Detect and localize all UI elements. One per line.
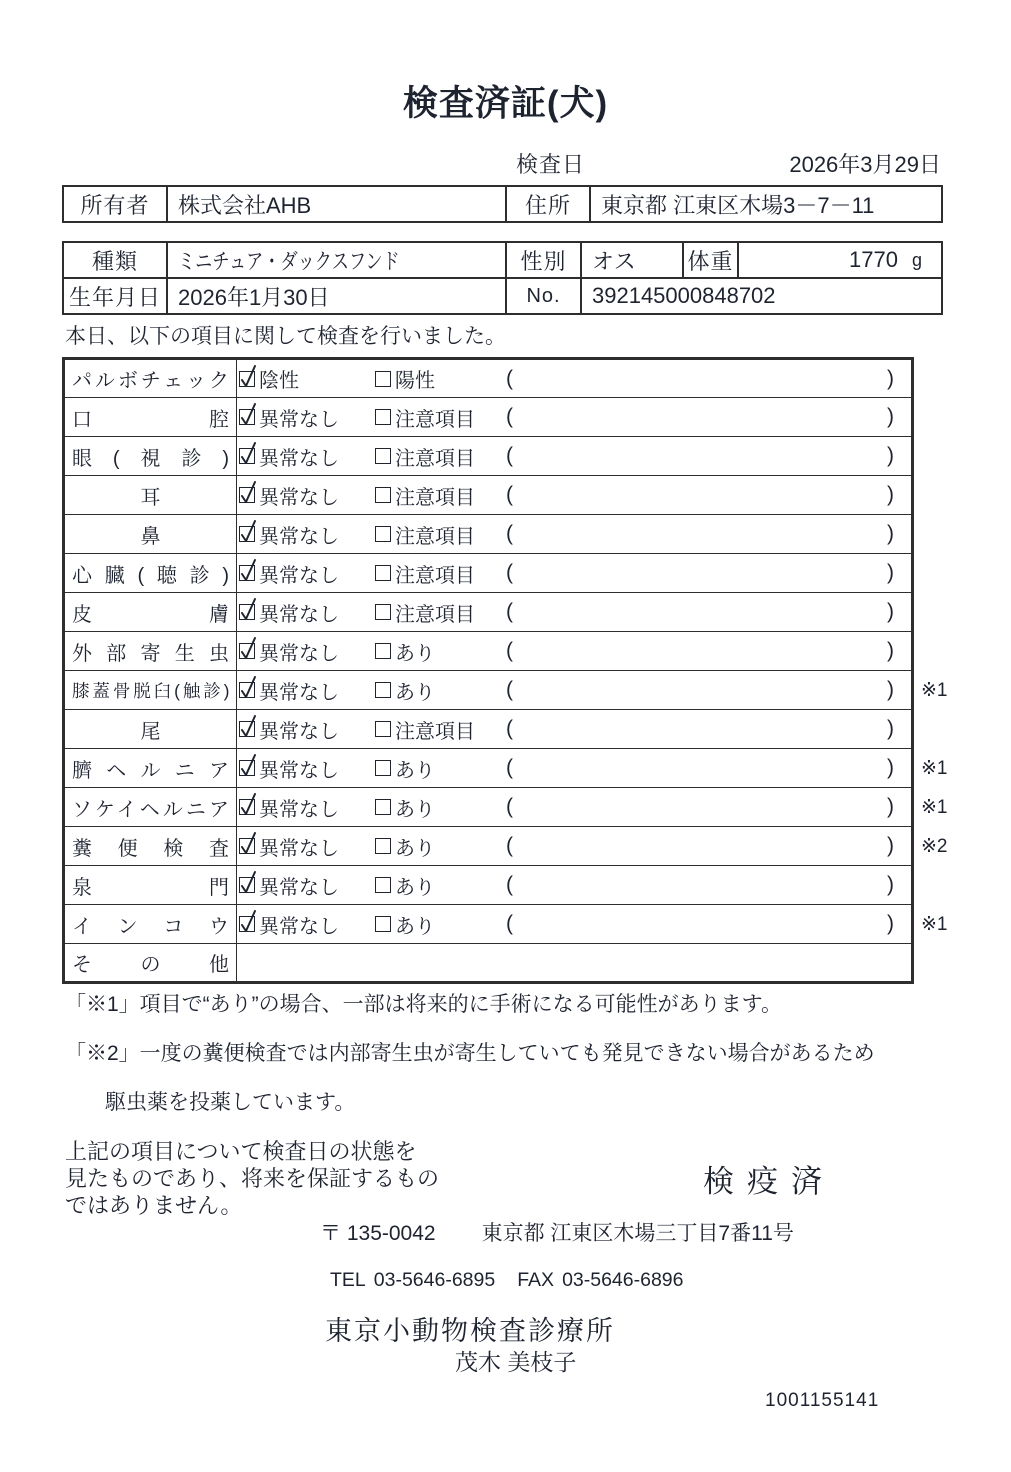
checklist-item-body — [237, 437, 913, 476]
option2-label: あり — [395, 759, 435, 782]
owner-label: 所有者 — [63, 186, 167, 222]
breed-row — [63, 242, 942, 278]
checklist-item-body — [237, 632, 913, 671]
option-1 — [239, 832, 375, 861]
option1-label: 異常なし — [259, 837, 339, 860]
sex-label: 性別 — [506, 242, 581, 278]
check-mark-icon — [237, 440, 261, 468]
row-remark — [913, 398, 1011, 437]
owner-row — [63, 186, 942, 222]
checklist-item-body — [237, 866, 913, 905]
option2-label: あり — [395, 681, 435, 704]
option1-checkbox[interactable] — [239, 838, 255, 854]
row-remark — [913, 710, 1011, 749]
checklist-item-label: 心臓(聴診) — [64, 554, 237, 593]
findings-paren-close: ) — [887, 834, 894, 857]
row-remark — [913, 944, 1011, 983]
clinic-tel-fax-line — [330, 1269, 1011, 1291]
option-2 — [375, 910, 506, 939]
disclaimer-text — [65, 1138, 439, 1219]
option-2 — [375, 364, 506, 393]
findings-paren-close: ) — [887, 912, 894, 935]
option-1 — [239, 676, 375, 705]
checklist-item-body — [237, 554, 913, 593]
checklist-row — [64, 827, 1011, 866]
number-value: 392145000848702 — [581, 278, 942, 314]
checklist-row — [64, 359, 1011, 398]
option1-checkbox[interactable] — [239, 487, 255, 503]
findings-paren-open: ( — [506, 522, 513, 545]
option-2 — [375, 793, 506, 822]
birth-row — [63, 278, 942, 314]
findings-paren-open: ( — [506, 639, 513, 662]
checklist-item-body — [237, 476, 913, 515]
checklist-row — [64, 671, 1011, 710]
findings-paren-open: ( — [506, 717, 513, 740]
option-1 — [239, 559, 375, 588]
sex-value: オス — [581, 242, 683, 278]
option-2 — [375, 403, 506, 432]
checklist-item-body — [237, 671, 913, 710]
checklist-row — [64, 476, 1011, 515]
option-2 — [375, 559, 506, 588]
breed-value-text: ミニチュア・ダックスフンド — [178, 248, 400, 274]
inspection-date-label: 検査日 — [516, 152, 586, 177]
check-mark-icon — [237, 791, 261, 819]
option-1 — [239, 481, 375, 510]
check-mark-icon — [237, 752, 261, 780]
check-mark-icon — [237, 518, 261, 546]
option2-checkbox[interactable] — [375, 682, 391, 698]
option-2 — [375, 754, 506, 783]
check-mark-icon — [237, 713, 261, 741]
option2-label: 注意項目 — [395, 447, 475, 470]
check-mark-icon — [237, 596, 261, 624]
check-mark-icon — [237, 363, 261, 391]
option2-label: 注意項目 — [395, 603, 475, 626]
checklist-item-body — [237, 593, 913, 632]
findings-paren-close: ) — [887, 561, 894, 584]
option1-label: 異常なし — [259, 759, 339, 782]
option2-label: 注意項目 — [395, 720, 475, 743]
option1-checkbox[interactable] — [239, 643, 255, 659]
option1-checkbox[interactable] — [239, 448, 255, 464]
owner-value: 株式会社AHB — [167, 186, 506, 222]
clinic-name: 東京小動物検査診療所 — [325, 1316, 615, 1346]
findings-paren-open: ( — [506, 795, 513, 818]
row-remark — [913, 515, 1011, 554]
findings-paren-close: ) — [887, 678, 894, 701]
quarantine-stamp: 検疫済 — [703, 1164, 835, 1199]
checklist-row — [64, 398, 1011, 437]
option-2 — [375, 715, 506, 744]
findings-paren-close: ) — [887, 366, 894, 390]
row-remark: ※2 — [921, 835, 948, 857]
option-2 — [375, 676, 506, 705]
checklist-item-body — [237, 788, 913, 827]
checklist-row — [64, 437, 1011, 476]
clinic-person-name: 茂木 美枝子 — [455, 1349, 577, 1375]
option2-label: あり — [395, 915, 435, 938]
row-remark: ※1 — [921, 913, 948, 935]
birthdate-value: 2026年1月30日 — [167, 278, 506, 314]
option-2 — [375, 481, 506, 510]
document-serial-number: 1001155141 — [765, 1390, 880, 1411]
check-mark-icon — [237, 674, 261, 702]
row-remark — [913, 593, 1011, 632]
option1-checkbox[interactable] — [239, 565, 255, 581]
findings-paren-close: ) — [887, 522, 894, 545]
check-mark-icon — [237, 635, 261, 663]
row-remark — [913, 866, 1011, 905]
option2-label: 注意項目 — [395, 408, 475, 431]
fax-label: FAX — [517, 1269, 555, 1291]
weight-label: 体重 — [683, 242, 738, 278]
option1-checkbox[interactable] — [239, 916, 255, 932]
option2-checkbox[interactable] — [375, 409, 391, 425]
checklist-row — [64, 866, 1011, 905]
checklist-item-label: その他 — [64, 944, 237, 983]
checklist-row — [64, 632, 1011, 671]
option-2 — [375, 598, 506, 627]
checklist-row — [64, 710, 1011, 749]
option1-checkbox[interactable] — [239, 721, 255, 737]
clinic-postal-code: 〒 135-0042 — [320, 1222, 436, 1245]
option-1 — [239, 520, 375, 549]
option-2 — [375, 832, 506, 861]
check-mark-icon — [237, 401, 261, 429]
checklist-item-label: インコウ — [64, 905, 237, 944]
birthdate-label: 生年月日 — [63, 278, 167, 314]
option1-label: 異常なし — [259, 681, 339, 704]
checklist-item-body — [237, 827, 913, 866]
findings-paren-close: ) — [887, 405, 894, 428]
weight-value: 1770 — [849, 247, 898, 272]
option-1 — [239, 442, 375, 471]
option1-checkbox[interactable] — [239, 526, 255, 542]
row-remark — [913, 437, 1011, 476]
option-1 — [239, 364, 375, 393]
option1-label: 陰性 — [259, 370, 299, 392]
row-remark: ※1 — [921, 679, 948, 701]
option2-checkbox[interactable] — [375, 565, 391, 581]
disclaimer-line-3: ではありません。 — [65, 1193, 243, 1218]
checklist-item-body — [237, 398, 913, 437]
disclaimer-line-2: 見たものであり、将来を保証するもの — [65, 1166, 440, 1191]
option1-label: 異常なし — [259, 915, 339, 938]
option1-checkbox[interactable] — [239, 682, 255, 698]
findings-paren-close: ) — [887, 444, 894, 467]
tel-label: TEL — [330, 1269, 366, 1291]
findings-paren-open: ( — [506, 912, 513, 935]
row-remark — [913, 554, 1011, 593]
option1-checkbox[interactable] — [239, 371, 255, 387]
findings-paren-open: ( — [506, 834, 513, 857]
check-mark-icon — [237, 908, 261, 936]
checklist-row — [64, 554, 1011, 593]
option2-checkbox[interactable] — [375, 643, 391, 659]
option1-label: 異常なし — [259, 486, 339, 509]
address-value: 東京都 江東区木場3－7－11 — [590, 186, 942, 222]
option2-checkbox[interactable] — [375, 526, 391, 542]
checklist-item-body — [237, 515, 913, 554]
page-title: 検査済証(犬) — [402, 84, 609, 123]
checklist-item-label: 外部寄生虫 — [64, 632, 237, 671]
inspection-date-row — [62, 153, 941, 177]
option1-label: 異常なし — [259, 564, 339, 587]
option1-label: 異常なし — [259, 876, 339, 899]
pet-table — [62, 241, 943, 315]
option-2 — [375, 520, 506, 549]
option2-label: 陽性 — [395, 370, 435, 392]
checklist-row — [64, 905, 1011, 944]
checklist-row — [64, 788, 1011, 827]
check-mark-icon — [237, 479, 261, 507]
option2-checkbox[interactable] — [375, 721, 391, 737]
checklist-row — [64, 749, 1011, 788]
option-1 — [239, 910, 375, 939]
option1-label: 異常なし — [259, 408, 339, 431]
checklist-item-body — [237, 359, 913, 398]
checklist-item-label: 耳 — [64, 476, 237, 515]
checklist-item-label: 臍ヘルニア — [64, 749, 237, 788]
findings-paren-open: ( — [506, 561, 513, 584]
checklist-item-body — [237, 749, 913, 788]
option1-checkbox[interactable] — [239, 799, 255, 815]
option2-label: あり — [395, 642, 435, 665]
option2-checkbox[interactable] — [375, 487, 391, 503]
clinic-postal-line — [320, 1222, 1011, 1246]
row-remark — [913, 476, 1011, 515]
option-1 — [239, 754, 375, 783]
findings-paren-open: ( — [506, 444, 513, 467]
clinic-address: 東京都 江東区木場三丁目7番11号 — [481, 1222, 794, 1245]
option2-checkbox[interactable] — [375, 916, 391, 932]
address-label: 住所 — [506, 186, 590, 222]
checklist-item-body — [237, 905, 913, 944]
tel-number: 03-5646-6895 — [373, 1269, 496, 1291]
option2-label: あり — [395, 798, 435, 821]
option2-label: あり — [395, 876, 435, 899]
findings-paren-close: ) — [887, 756, 894, 779]
option2-checkbox[interactable] — [375, 838, 391, 854]
findings-paren-open: ( — [506, 483, 513, 506]
option2-checkbox[interactable] — [375, 604, 391, 620]
checklist-item-label: 泉門 — [64, 866, 237, 905]
option2-label: あり — [395, 837, 435, 860]
option-1 — [239, 637, 375, 666]
weight-unit: g — [911, 249, 922, 270]
checklist-row — [64, 944, 1011, 983]
breed-value — [167, 242, 506, 278]
checklist-item-label: 眼(視診) — [64, 437, 237, 476]
option-1 — [239, 598, 375, 627]
checklist-item-label: ソケイヘルニア — [64, 788, 237, 827]
option2-label: 注意項目 — [395, 486, 475, 509]
checklist-item-label: 口腔 — [64, 398, 237, 437]
disclaimer-line-1: 上記の項目について検査日の状態を — [65, 1139, 417, 1164]
fax-number: 03-5646-6896 — [562, 1269, 684, 1291]
option-2 — [375, 871, 506, 900]
check-mark-icon — [237, 830, 261, 858]
option-2 — [375, 637, 506, 666]
option1-checkbox[interactable] — [239, 877, 255, 893]
note-2-line-1: 「※2」一度の糞便検査では内部寄生虫が寄生していても発見できない場合があるため — [65, 1042, 875, 1065]
option-1 — [239, 871, 375, 900]
check-mark-icon — [237, 557, 261, 585]
option1-label: 異常なし — [259, 525, 339, 548]
option1-label: 異常なし — [259, 447, 339, 470]
option-1 — [239, 793, 375, 822]
option2-checkbox[interactable] — [375, 799, 391, 815]
findings-paren-open: ( — [506, 405, 513, 428]
checklist-item-label: 膝蓋骨脱臼(触診) — [64, 671, 237, 710]
option-1 — [239, 403, 375, 432]
option1-label: 異常なし — [259, 603, 339, 626]
option2-checkbox[interactable] — [375, 760, 391, 776]
option1-label: 異常なし — [259, 642, 339, 665]
checklist-item-label: 尾 — [64, 710, 237, 749]
checklist-row — [64, 515, 1011, 554]
findings-paren-open: ( — [506, 756, 513, 779]
option1-label: 異常なし — [259, 798, 339, 821]
findings-paren-open: ( — [506, 678, 513, 701]
option-1 — [239, 715, 375, 744]
option2-checkbox[interactable] — [375, 448, 391, 464]
findings-paren-close: ) — [887, 717, 894, 740]
note-1: 「※1」項目で“あり”の場合、一部は将来的に手術になる可能性があります。 — [65, 993, 782, 1016]
option2-label: 注意項目 — [395, 525, 475, 548]
option2-label: 注意項目 — [395, 564, 475, 587]
owner-table — [62, 185, 943, 223]
option1-checkbox[interactable] — [239, 409, 255, 425]
weight-value-cell — [738, 242, 942, 278]
findings-paren-close: ) — [887, 639, 894, 662]
findings-paren-open: ( — [506, 366, 513, 390]
row-remark: ※1 — [921, 757, 948, 779]
note-2-line-2: 駆虫薬を投薬しています。 — [105, 1091, 356, 1114]
checklist-row — [64, 593, 1011, 632]
row-remark — [913, 632, 1011, 671]
checklist-item-body — [237, 944, 913, 983]
option2-checkbox[interactable] — [375, 371, 391, 387]
checklist-item-label: 皮膚 — [64, 593, 237, 632]
disclaimer-row — [65, 1138, 945, 1219]
option1-checkbox[interactable] — [239, 760, 255, 776]
checklist-item-label: 糞便検査 — [64, 827, 237, 866]
check-mark-icon — [237, 869, 261, 897]
findings-paren-close: ) — [887, 483, 894, 506]
intro-text: 本日、以下の項目に関して検査を行いました。 — [65, 325, 506, 348]
checklist-item-body — [237, 710, 913, 749]
checklist-item-label: パルボチェック — [64, 359, 237, 398]
findings-paren-open: ( — [506, 600, 513, 623]
option1-checkbox[interactable] — [239, 604, 255, 620]
option1-label: 異常なし — [259, 720, 339, 743]
checklist-item-label: 鼻 — [64, 515, 237, 554]
findings-paren-close: ) — [887, 795, 894, 818]
option2-checkbox[interactable] — [375, 877, 391, 893]
row-remark: ※1 — [921, 796, 948, 818]
checklist-table — [62, 357, 1011, 984]
breed-label: 種類 — [63, 242, 167, 278]
number-label: No. — [506, 278, 581, 314]
findings-paren-open: ( — [506, 873, 513, 896]
row-remark — [913, 359, 1011, 398]
findings-paren-close: ) — [887, 873, 894, 896]
option-2 — [375, 442, 506, 471]
findings-paren-close: ) — [887, 600, 894, 623]
inspection-date-value: 2026年3月29日 — [789, 152, 941, 177]
